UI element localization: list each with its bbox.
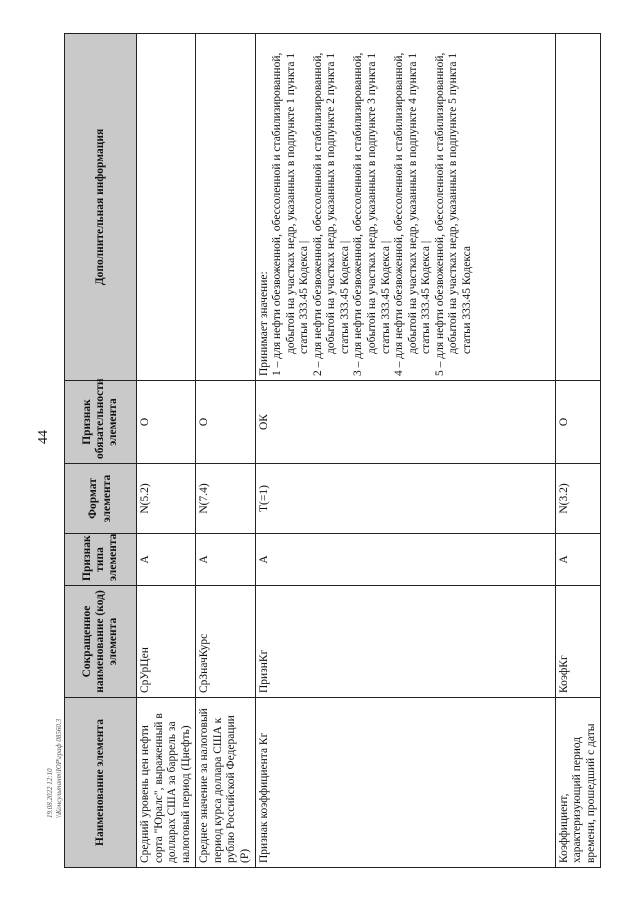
cell-format: T(=1) [255, 464, 555, 534]
cell-required: О [196, 381, 255, 464]
cell-info [555, 34, 601, 381]
cell-type: А [137, 534, 196, 586]
header-name: Наименование элемента [65, 698, 137, 868]
info-intro: Принимает значение: [257, 271, 270, 376]
cell-format: N(5.2) [137, 464, 196, 534]
cell-format: N(7.4) [196, 464, 255, 534]
print-stamp-path: \\Консультант\ЮР\граф 08560.3 [54, 718, 63, 818]
info-list-item: 5 – для нефти обезвоженной, обессоленной и стабилизированной, добытой на участках недр, указанных в подпункте 5 пункта 1 статьи 333.45 Кодекса [433, 52, 473, 376]
cell-short-name: КоэфКг [555, 586, 601, 698]
table-row [196, 34, 255, 868]
cell-short-name: СрУрЦен [137, 586, 196, 698]
header-info: Дополнительная информация [65, 34, 137, 381]
cell-name: Признак коэффициента Кг [255, 698, 555, 868]
cell-info [137, 34, 196, 381]
cell-name: Средний уровень цен нефти сорта "Юралс", выраженный в долларах США за баррель за налоговый период (Цнефть) [137, 698, 196, 868]
cell-required: О [137, 381, 196, 464]
cell-info [255, 34, 555, 381]
cell-required: О [555, 381, 601, 464]
info-list-item: 4 – для нефти обезвоженной, обессоленной и стабилизированной, добытой на участках недр, указанных в подпункте 4 пункта 1 статьи 333.45 Кодекса | [393, 52, 433, 376]
cell-type: А [255, 534, 555, 586]
table-row [255, 34, 555, 868]
table-row [555, 34, 601, 868]
cell-info [196, 34, 255, 381]
cell-type: А [555, 534, 601, 586]
info-list-item: 2 – для нефти обезвоженной, обессоленной и стабилизированной, добытой на участках недр, указанных в подпункте 2 пункта 1 статьи 333.45 Кодекса | [311, 52, 351, 376]
header-short-name: Сокращенное наименование (код) элемента [65, 586, 137, 698]
elements-table [64, 33, 601, 868]
cell-format: N(3.2) [555, 464, 601, 534]
header-format: Формат элемента [65, 464, 137, 534]
cell-type: А [196, 534, 255, 586]
cell-name: Коэффициент, характеризующий период времени, прошедший с даты [555, 698, 601, 868]
info-list-item: 1 – для нефти обезвоженной, обессоленной и стабилизированной, добытой на участках недр, указанных в подпункте 1 пункта 1 статьи 333.45 Кодекса | [271, 52, 311, 376]
table-header-row [65, 34, 137, 868]
table-row [137, 34, 196, 868]
rotated-table-container [64, 33, 597, 868]
cell-short-name: ПризнКг [255, 586, 555, 698]
info-list-item: 3 – для нефти обезвоженной, обессоленной и стабилизированной, добытой на участках недр, указанных в подпункте 3 пункта 1 статьи 333.45 Кодекса | [352, 52, 392, 376]
header-type: Признак типа элемента [65, 534, 137, 586]
cell-name: Среднее значение за налоговый период курса доллара США к рублю Российской Федерации (Р) [196, 698, 255, 868]
cell-short-name: СрЗначКурс [196, 586, 255, 698]
page-number: 44 [36, 430, 51, 444]
print-stamp [46, 719, 64, 818]
info-list [271, 38, 474, 376]
print-stamp-date: 19.08.2022 12:10 [46, 768, 54, 818]
header-required: Признак обязательности элемента [65, 381, 137, 464]
cell-required: ОК [255, 381, 555, 464]
